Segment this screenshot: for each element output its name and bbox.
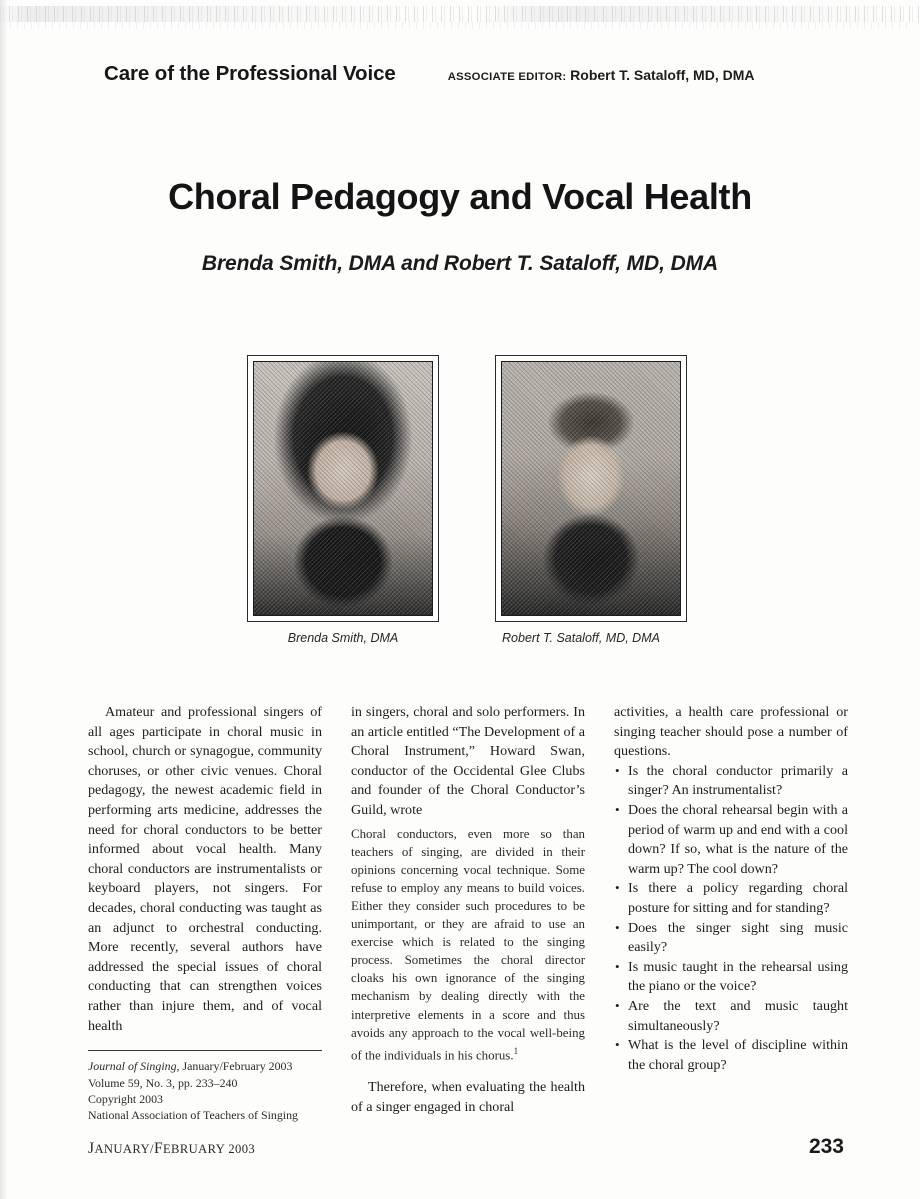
scan-noise-band-secondary	[10, 22, 910, 29]
bullet-icon: •	[615, 762, 620, 778]
author-photo-row	[247, 355, 687, 645]
footer-issue-february: EBRUARY	[162, 1142, 225, 1156]
associate-editor-label: ASSOCIATE EDITOR:	[447, 71, 567, 83]
portrait-image-robert-sataloff	[501, 361, 681, 616]
footer-issue-date	[88, 1140, 255, 1158]
journal-issue-date: January/February 2003	[179, 1059, 293, 1074]
bullet-icon: •	[615, 997, 620, 1013]
photo-frame-robert-sataloff	[495, 355, 687, 622]
article-authors: Brenda Smith, DMA and Robert T. Sataloff, MD, DMA	[201, 252, 719, 275]
question-text: Does the singer sight sing music easily?	[628, 919, 848, 956]
question-list	[614, 762, 848, 1076]
list-item	[614, 919, 848, 958]
page-title: Choral Pedagogy and Vocal Health	[168, 176, 752, 217]
intro-paragraph: Amateur and professional singers of all ages participate in choral music in school, church or synagogue, community choruses, or other civic venues. Choral pedagogy, the newest academic field in performing arts medicine, addresses the need for choral conductors to be better informed about vocal health. Many choral conductors are instrumentalists or keyboard players, not singers. For decades, choral conducting was taught as an adjunct to orchestral conducting. More recently, several authors have addressed the special issues of choral conducting that can strengthen voices rather than injure them, and of vocal health	[88, 704, 322, 1034]
photo-caption-robert-sataloff: Robert T. Sataloff, MD, DMA	[502, 631, 660, 645]
bullet-icon: •	[615, 880, 620, 896]
footer-issue-january: ANUARY	[94, 1142, 151, 1156]
bullet-icon: •	[615, 919, 620, 935]
footer-issue-j: J	[88, 1140, 95, 1157]
column-one	[88, 703, 322, 1124]
halftone-grain-overlay	[502, 362, 680, 615]
list-item	[614, 801, 848, 879]
blockquote-text: Choral conductors, even more so than teachers of singing, are divided in their opinions concerning vocal technique. Some refuse to employ any means to build voices. Either they consider such procedures to be unimportant, or they are afraid to use an exercise which is related to the singing process. Sometimes the choral director cloaks his own ignorance of the singing mechanism by dealing directly with the interpretive elements in a score and thus avoids any approach to the vocal well-being of the individuals in his chorus.	[351, 826, 585, 1062]
question-text: Is there a policy regarding choral posture for sitting and for standing?	[628, 880, 848, 916]
journal-publisher: National Association of Teachers of Singing	[88, 1108, 298, 1123]
column-two	[351, 703, 585, 1124]
page-number: 233	[808, 1135, 844, 1158]
question-text: Are the text and music taught simultaneously?	[628, 997, 848, 1034]
list-item	[614, 762, 848, 801]
footer-issue-f: F	[153, 1140, 163, 1157]
footnote-marker: 1	[513, 1045, 519, 1056]
question-text: Is music taught in the rehearsal using the piano or the voice?	[628, 958, 848, 995]
journal-info-line-1	[88, 1058, 322, 1074]
question-text: Is the choral conductor primarily a singer? An instrumentalist?	[628, 762, 848, 799]
journal-name: Journal of Singing,	[88, 1059, 180, 1074]
journal-copyright: Copyright 2003	[88, 1091, 163, 1106]
bullet-icon: •	[615, 958, 620, 974]
bullet-icon: •	[615, 1037, 620, 1053]
bullet-icon: •	[615, 801, 620, 817]
swan-blockquote	[351, 825, 585, 1065]
footer-issue-separator: /	[150, 1142, 154, 1156]
therefore-paragraph-continued: activities, a health care professional or singing teacher should pose a number of questions.	[614, 704, 848, 760]
question-text: Does the choral rehearsal begin with a period of warm up and end with a cool down? If so, what is the nature of the warm up? The cool down?	[628, 801, 848, 877]
scan-noise-band	[0, 6, 920, 22]
photo-frame-brenda-smith	[247, 355, 439, 622]
author-photo-block-2	[495, 355, 687, 645]
running-head	[104, 62, 844, 86]
list-item	[614, 879, 848, 918]
section-title: Care of the Professional Voice	[104, 62, 396, 85]
journal-info-rule	[88, 1050, 322, 1051]
journal-volume-pages: Volume 59, No. 3, pp. 233–240	[88, 1075, 238, 1090]
associate-editor-line	[448, 67, 755, 83]
list-item	[614, 1036, 848, 1075]
list-item	[614, 958, 848, 997]
question-text: What is the level of discipline within the choral group?	[628, 1037, 848, 1073]
portrait-image-brenda-smith	[253, 361, 433, 616]
journal-info-block	[88, 1058, 322, 1124]
associate-editor-name: Robert T. Sataloff, MD, DMA	[570, 67, 755, 83]
body-columns	[88, 703, 848, 1124]
intro-paragraph-continued: in singers, choral and solo performers. In an article entitled “The Development of a Choral Instrument,” Howard Swan, conductor of the Occidental Glee Clubs and founder of the Choral Conductor’s Guild, wrote	[351, 704, 586, 818]
halftone-grain-overlay	[254, 362, 432, 615]
author-photo-block-1	[247, 355, 439, 645]
photo-caption-brenda-smith: Brenda Smith, DMA	[287, 631, 399, 645]
list-item	[614, 997, 848, 1036]
column-three	[614, 703, 848, 1124]
therefore-paragraph: Therefore, when evaluating the health of a singer engaged in choral	[351, 1079, 585, 1115]
footer-issue-year: 2003	[224, 1142, 256, 1156]
